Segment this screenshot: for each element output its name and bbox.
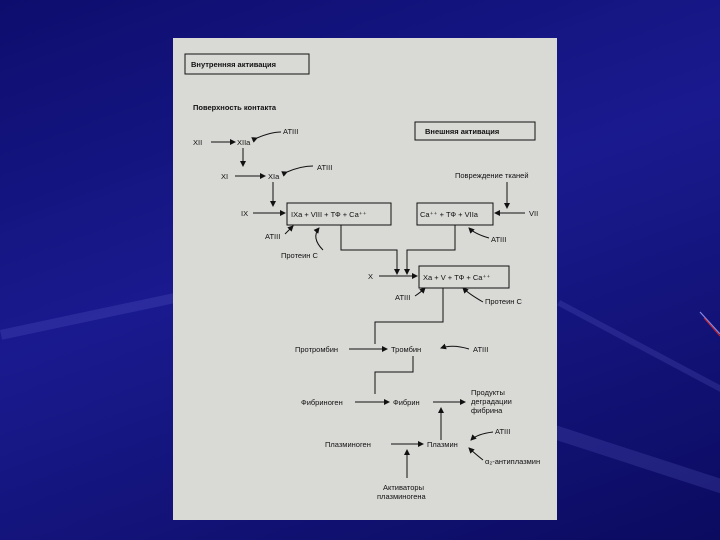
prothrombin-label: Протромбин [295, 345, 339, 354]
factor-xia: XIa [268, 172, 280, 181]
plasmin-label: Плазмин [427, 440, 458, 449]
atiii-label: ATIII [473, 345, 489, 354]
inhibition-arrow [285, 226, 293, 234]
atiii-label: ATIII [491, 235, 507, 244]
factor-xiia: XIIa [237, 138, 251, 147]
contact-surface-label: Поверхность контакта [193, 103, 277, 112]
antiplasmin-label: α₂-антиплазмин [485, 457, 541, 466]
thrombin-label: Тромбин [391, 345, 422, 354]
arrow [375, 356, 413, 394]
factor-xii: XII [193, 138, 203, 147]
inhibition-arrow [441, 346, 469, 349]
atiii-label: ATIII [395, 293, 411, 302]
vii-complex-label: Ca⁺⁺ + ТФ + VIIa [420, 210, 478, 219]
factor-vii: VII [529, 209, 539, 218]
tissue-damage-label: Повреждение тканей [455, 171, 529, 180]
factor-ix: IX [241, 209, 249, 218]
external-activation-title: Внешняя активация [425, 127, 500, 136]
arrow [407, 225, 455, 274]
inhibition-arrow [463, 288, 483, 302]
plasminogen-label: Плазминоген [325, 440, 371, 449]
internal-activation-title: Внутренняя активация [191, 60, 277, 69]
fibrin-label: Фибрин [393, 398, 420, 407]
activators-label-line1: Активаторы [383, 483, 424, 492]
protein-c-label: Протеин С [281, 251, 318, 260]
coagulation-diagram [173, 38, 557, 520]
inhibition-arrow [469, 228, 489, 238]
atiii-label: ATIII [317, 163, 333, 172]
fibrinogen-label: Фибриноген [301, 398, 343, 407]
inhibition-arrow [287, 166, 313, 172]
x-complex-label: Xa + V + ТФ + Ca⁺⁺ [423, 273, 491, 282]
atiii-label: ATIII [495, 427, 511, 436]
atiii-label: ATIII [283, 127, 299, 136]
degradation-label-line1: Продукты [471, 388, 505, 397]
inhibition-arrow [469, 448, 483, 460]
protein-c-label: Протеин С [485, 297, 522, 306]
degradation-label-line3: фибрина [471, 406, 503, 415]
degradation-label-line2: деградации [471, 397, 512, 406]
inhibition-arrow [415, 288, 425, 296]
atiii-label: ATIII [265, 232, 281, 241]
ix-complex-label: IXa + VIII + ТФ + Ca⁺⁺ [291, 210, 367, 219]
inhibition-arrow [316, 228, 323, 250]
activators-label-line2: плазминогена [377, 492, 426, 501]
arrow [341, 225, 397, 274]
factor-xi: XI [221, 172, 229, 181]
scanned-diagram-page [173, 38, 557, 520]
inhibition-arrow [257, 132, 281, 138]
inhibition-arrow [471, 432, 493, 440]
factor-x: X [368, 272, 374, 281]
